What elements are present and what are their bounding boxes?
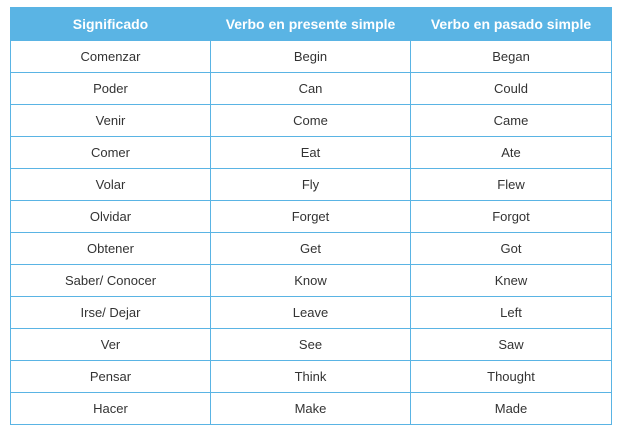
cell-presente: Forget — [211, 201, 411, 233]
cell-significado: Olvidar — [11, 201, 211, 233]
table-header — [11, 8, 612, 41]
cell-presente: Can — [211, 73, 411, 105]
cell-presente: Get — [211, 233, 411, 265]
cell-pasado: Got — [411, 233, 612, 265]
cell-pasado: Ate — [411, 137, 612, 169]
cell-presente: Think — [211, 361, 411, 393]
cell-pasado: Forgot — [411, 201, 612, 233]
table-row — [11, 201, 612, 233]
verb-table — [10, 7, 612, 425]
table-body — [11, 41, 612, 425]
cell-significado: Volar — [11, 169, 211, 201]
verb-table-container — [10, 7, 611, 425]
cell-pasado: Made — [411, 393, 612, 425]
table-row — [11, 233, 612, 265]
cell-pasado: Left — [411, 297, 612, 329]
cell-pasado: Knew — [411, 265, 612, 297]
header-pasado-simple: Verbo en pasado simple — [411, 8, 612, 41]
cell-pasado: Flew — [411, 169, 612, 201]
table-row — [11, 41, 612, 73]
table-row — [11, 137, 612, 169]
cell-significado: Obtener — [11, 233, 211, 265]
cell-significado: Hacer — [11, 393, 211, 425]
cell-presente: Begin — [211, 41, 411, 73]
cell-significado: Irse/ Dejar — [11, 297, 211, 329]
cell-significado: Pensar — [11, 361, 211, 393]
table-row — [11, 73, 612, 105]
cell-significado: Ver — [11, 329, 211, 361]
cell-significado: Comer — [11, 137, 211, 169]
table-row — [11, 169, 612, 201]
cell-presente: Know — [211, 265, 411, 297]
cell-pasado: Could — [411, 73, 612, 105]
cell-presente: Fly — [211, 169, 411, 201]
cell-presente: Leave — [211, 297, 411, 329]
cell-significado: Poder — [11, 73, 211, 105]
table-row — [11, 265, 612, 297]
cell-presente: Come — [211, 105, 411, 137]
table-row — [11, 297, 612, 329]
header-row — [11, 8, 612, 41]
cell-presente: See — [211, 329, 411, 361]
table-row — [11, 361, 612, 393]
cell-presente: Eat — [211, 137, 411, 169]
header-presente-simple: Verbo en presente simple — [211, 8, 411, 41]
cell-pasado: Saw — [411, 329, 612, 361]
cell-pasado: Came — [411, 105, 612, 137]
cell-presente: Make — [211, 393, 411, 425]
cell-pasado: Began — [411, 41, 612, 73]
table-row — [11, 105, 612, 137]
header-significado: Significado — [11, 8, 211, 41]
cell-significado: Comenzar — [11, 41, 211, 73]
table-row — [11, 329, 612, 361]
cell-significado: Venir — [11, 105, 211, 137]
cell-significado: Saber/ Conocer — [11, 265, 211, 297]
table-row — [11, 393, 612, 425]
cell-pasado: Thought — [411, 361, 612, 393]
